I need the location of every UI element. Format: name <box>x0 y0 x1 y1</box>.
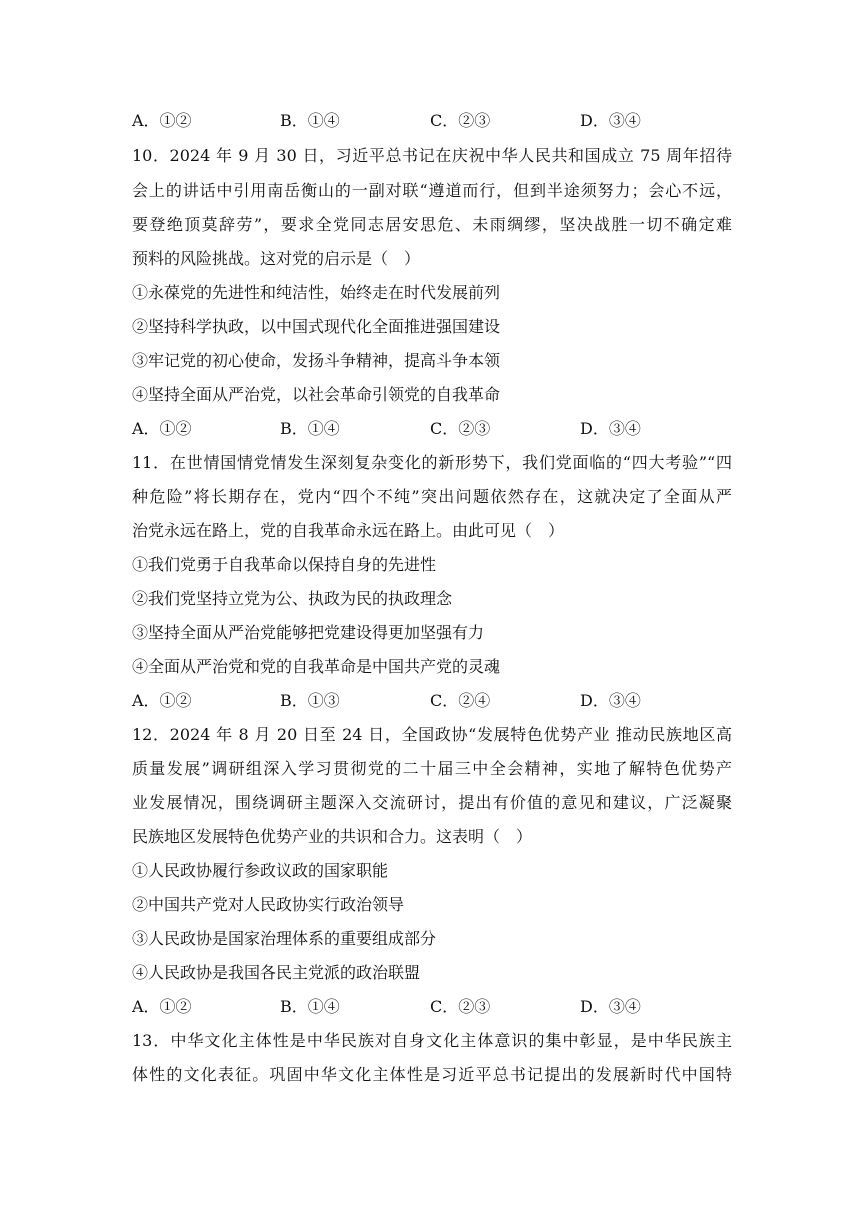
q11-statement: ②我们党坚持立党为公、执政为民的执政理念 <box>132 589 453 608</box>
q12-option-b[interactable]: B．①④ <box>280 997 340 1016</box>
q11-statement: ④全面从严治党和党的自我革命是中国共产党的灵魂 <box>132 657 501 676</box>
q13-stem-line: 体性的文化表征。巩固中华文化主体性是习近平总书记提出的发展新时代中国特 <box>132 1065 732 1084</box>
q12-statement: ④人民政协是我国各民主党派的政治联盟 <box>132 963 421 982</box>
q12-stem-line: 业发展情况，围绕调研主题深入交流研讨，提出有价值的意见和建议，广泛凝聚 <box>132 793 732 812</box>
q12-stem-line: 12．2024 年 8 月 20 日至 24 日，全国政协“发展特色优势产业 推动民族地区高 <box>132 725 732 744</box>
q11-statement: ③坚持全面从严治党能够把党建设得更加坚强有力 <box>132 623 485 642</box>
q10-option-a[interactable]: A．①② <box>132 419 192 438</box>
q10-statement: ④坚持全面从严治党，以社会革命引领党的自我革命 <box>132 385 501 404</box>
q9-option-a[interactable]: A．①② <box>132 111 192 130</box>
q12-statement: ①人民政协履行参政议政的国家职能 <box>132 861 389 880</box>
q10-stem-line: 会上的讲话中引用南岳衡山的一副对联“遵道而行，但到半途须努力；会心不远， <box>132 181 732 200</box>
q10-statement: ②坚持科学执政，以中国式现代化全面推进强国建设 <box>132 317 501 336</box>
q11-option-c[interactable]: C．②④ <box>430 691 491 710</box>
q9-option-b[interactable]: B．①④ <box>280 111 340 130</box>
q10-statement: ①永葆党的先进性和纯洁性，始终走在时代发展前列 <box>132 283 501 302</box>
q11-stem-line: 治党永远在路上，党的自我革命永远在路上。由此可见（ ） <box>132 521 565 540</box>
q10-stem-line: 10．2024 年 9 月 30 日，习近平总书记在庆祝中华人民共和国成立 75 周年招待 <box>132 146 732 165</box>
q9-option-d[interactable]: D．③④ <box>580 111 641 130</box>
q10-statement: ③牢记党的初心使命，发扬斗争精神，提高斗争本领 <box>132 351 501 370</box>
q12-statement: ③人民政协是国家治理体系的重要组成部分 <box>132 929 437 948</box>
q11-option-a[interactable]: A．①② <box>132 691 192 710</box>
q11-stem-line: 11．在世情国情党情发生深刻复杂变化的新形势下，我们党面临的“四大考验”“四 <box>132 453 732 472</box>
q10-option-b[interactable]: B．①④ <box>280 419 340 438</box>
q10-stem-line: 预料的风险挑战。这对党的启示是（ ） <box>132 249 421 268</box>
q11-option-d[interactable]: D．③④ <box>580 691 641 710</box>
q10-stem-line: 要登绝顶莫辞劳”，要求全党同志居安思危、未雨绸缪，坚决战胜一切不确定难 <box>132 215 732 234</box>
q12-stem-line: 质量发展”调研组深入学习贯彻党的二十届三中全会精神，实地了解特色优势产 <box>132 759 732 778</box>
q9-options <box>132 110 732 132</box>
q10-option-c[interactable]: C．②③ <box>430 419 491 438</box>
q11-option-b[interactable]: B．①③ <box>280 691 340 710</box>
q12-option-d[interactable]: D．③④ <box>580 997 641 1016</box>
q11-options <box>132 690 732 712</box>
q12-stem-line: 民族地区发展特色优势产业的共识和合力。这表明（ ） <box>132 827 533 846</box>
q12-option-c[interactable]: C．②③ <box>430 997 491 1016</box>
q13-stem-line: 13．中华文化主体性是中华民族对自身文化主体意识的集中彰显，是中华民族主 <box>132 1031 732 1050</box>
q9-option-c[interactable]: C．②③ <box>430 111 491 130</box>
q11-stem-line: 种危险”将长期存在，党内“四个不纯”突出问题依然存在，这就决定了全面从严 <box>132 487 732 506</box>
q12-options <box>132 996 732 1018</box>
q12-statement: ②中国共产党对人民政协实行政治领导 <box>132 895 405 914</box>
q11-statement: ①我们党勇于自我革命以保持自身的先进性 <box>132 555 437 574</box>
q12-option-a[interactable]: A．①② <box>132 997 192 1016</box>
q10-options <box>132 418 732 440</box>
q10-option-d[interactable]: D．③④ <box>580 419 641 438</box>
